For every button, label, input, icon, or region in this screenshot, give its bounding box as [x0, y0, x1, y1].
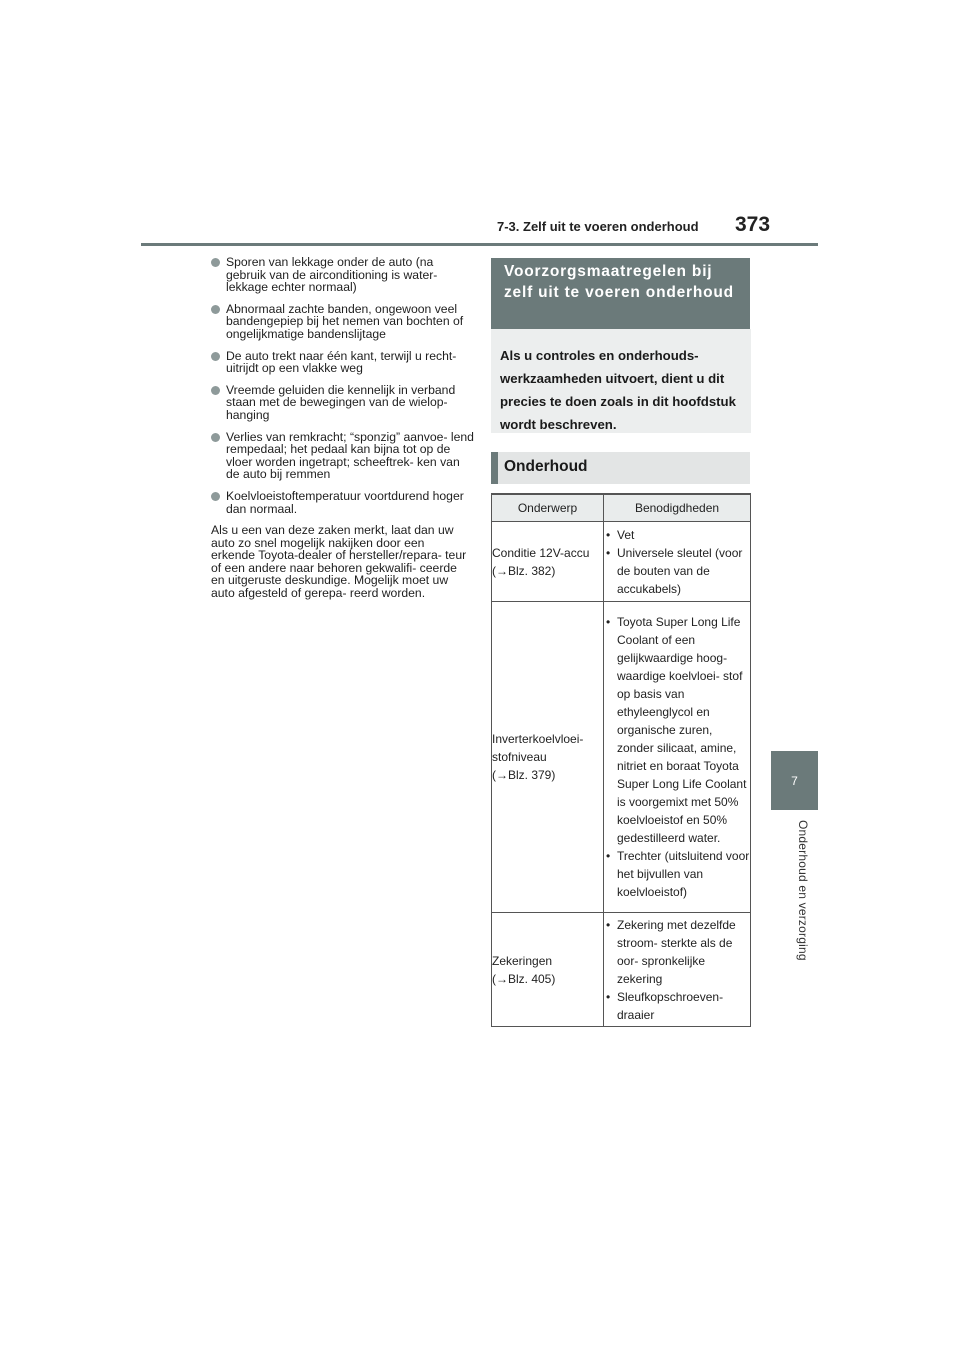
bullet-icon	[211, 386, 220, 395]
list-item	[211, 256, 466, 294]
list-item-text: Sporen van lekkage onder de auto (na gebruik van de airconditioning is water- lekkage echter normaal)	[226, 255, 438, 295]
needs-cell	[604, 522, 751, 602]
list-item: • Sleufkopschroeven- draaier	[604, 988, 750, 1024]
bullet-icon	[211, 258, 220, 267]
topic-cell	[492, 913, 604, 1027]
table-row	[492, 602, 751, 913]
column-header-topic: Onderwerp	[492, 494, 604, 522]
bullet-icon	[211, 305, 220, 314]
symptom-list	[211, 255, 474, 601]
page-reference-link[interactable]: (→Blz. 405)	[492, 971, 556, 986]
list-item	[211, 490, 476, 515]
topic-text: Conditie 12V-accu	[492, 545, 590, 560]
section-heading	[491, 452, 750, 484]
list-item: • Universele sleutel (voor de bouten van de accukabels)	[604, 544, 750, 598]
section-title: Onderhoud	[504, 458, 588, 475]
list-item: • Zekering met dezelfde stroom- sterkte als de oor- spronkelijke zekering	[604, 916, 750, 988]
precaution-header	[491, 258, 750, 329]
list-item	[211, 384, 476, 422]
page-number: 373	[735, 213, 771, 236]
list-item	[211, 350, 476, 375]
list-item-text: Vreemde geluiden die kennelijk in verband staan met de bewegingen van de wielop- hanging	[226, 382, 456, 422]
topic-cell	[492, 522, 604, 602]
needs-cell	[604, 602, 751, 913]
bullet-icon	[211, 433, 220, 442]
page-reference-link[interactable]: (→Blz. 379)	[492, 768, 556, 782]
list-item-text: Koelvloeistoftemperatuur voortdurend hoger dan normaal.	[226, 488, 464, 516]
section-header-title: 7-3. Zelf uit te voeren onderhoud	[497, 219, 699, 234]
chapter-number: 7	[791, 773, 798, 788]
list-item: • Trechter (uitsluitend voor het bijvullen van koelvloeistof)	[604, 847, 750, 901]
list-item: • Toyota Super Long Life Coolant of een gelijkwaardige hoog- waardige koelvloei- stof op basis van ethyleenglycol en organische zuren, zonder silicaat, amine, nitriet en boraat Toyota Super Long Life Coolant is voorgemixt met 50% koelvloeistof en 50% gedestilleerd water.	[604, 613, 750, 847]
list-item	[211, 303, 476, 341]
list-item-text: De auto trekt naar één kant, terwijl u recht- uitrijdt op een vlakke weg	[226, 348, 457, 376]
list-item-text: Abnormaal zachte banden, ongewoon veel bandengepiep bij het nemen van bochten of ongelijkmatige bandenslijtage	[226, 301, 464, 341]
list-item-text: Verlies van remkracht; “sponzig” aanvoe- lend rempedaal; het pedaal kan bijna tot op de vloer worden ingetrapt; scheeftrek- ken van de auto bij remmen	[226, 429, 474, 482]
column-header-needs: Benodigdheden	[604, 494, 751, 522]
header-divider	[141, 243, 818, 246]
needs-cell	[604, 913, 751, 1027]
table-row	[492, 913, 751, 1027]
precaution-title: Voorzorgsmaatregelen bij zelf uit te voeren onderhoud	[504, 263, 734, 301]
intro-text: Als u controles en onderhouds- werkzaamheden uitvoert, dient u dit precies te doen zoals in dit hoofdstuk wordt beschreven.	[500, 348, 736, 432]
section-accent	[491, 452, 498, 484]
list-item	[211, 431, 476, 481]
table-row	[492, 522, 751, 602]
chapter-title: Onderhoud en verzorging	[796, 820, 810, 961]
topic-text: Zekeringen	[492, 953, 553, 968]
page-reference-link[interactable]: (→Blz. 382)	[492, 563, 556, 578]
topic-cell	[492, 602, 604, 913]
table-header-row	[492, 494, 751, 522]
list-item: • Vet	[604, 526, 750, 544]
maintenance-table	[491, 493, 751, 1027]
advice-paragraph: Als u een van deze zaken merkt, laat dan uw auto zo snel mogelijk nakijken door een erkende Toyota-dealer of hersteller/repara- teur of een andere naar behoren gekwalifi- ceerde en uitgeruste deskundige. Mogelijk moet uw auto afgesteld of gerepa- reerd worden.	[211, 523, 467, 601]
chapter-tab[interactable]	[771, 751, 818, 810]
intro-box	[491, 329, 751, 433]
bullet-icon	[211, 352, 220, 361]
topic-text: Inverterkoelvloei- stofniveau	[492, 732, 584, 764]
bullet-icon	[211, 492, 220, 501]
